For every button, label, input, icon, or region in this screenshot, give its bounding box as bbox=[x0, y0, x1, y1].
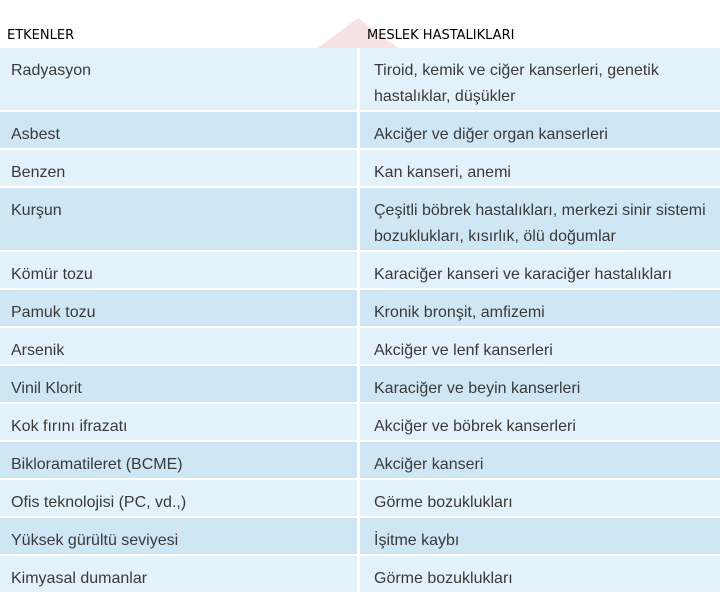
factor-cell: Kok fırını ifrazatı bbox=[0, 404, 357, 442]
table-row bbox=[0, 188, 720, 252]
disease-cell: Kan kanseri, anemi bbox=[357, 150, 720, 188]
disease-cell: Karaciğer kanseri ve karaciğer hastalıkları bbox=[357, 252, 720, 290]
occupational-diseases-table bbox=[0, 48, 720, 594]
factor-cell: Kurşun bbox=[0, 188, 357, 252]
factor-cell: Vinil Klorit bbox=[0, 366, 357, 404]
disease-cell: İşitme kaybı bbox=[357, 518, 720, 556]
column-header-diseases: MESLEK HASTALIKLARI bbox=[367, 28, 515, 43]
table-row bbox=[0, 366, 720, 404]
column-header-factors: ETKENLER bbox=[7, 28, 75, 43]
table-row bbox=[0, 480, 720, 518]
factor-cell: Benzen bbox=[0, 150, 357, 188]
table-row bbox=[0, 404, 720, 442]
disease-cell: Akciğer ve lenf kanserleri bbox=[357, 328, 720, 366]
factor-cell: Ofis teknolojisi (PC, vd.,) bbox=[0, 480, 357, 518]
disease-cell: Akciğer ve böbrek kanserleri bbox=[357, 404, 720, 442]
disease-cell: Görme bozuklukları bbox=[357, 556, 720, 594]
table-row bbox=[0, 556, 720, 594]
table-row bbox=[0, 328, 720, 366]
disease-cell: Tiroid, kemik ve ciğer kanserleri, genetik hastalıklar, düşükler bbox=[357, 48, 720, 112]
table-row bbox=[0, 150, 720, 188]
table-row bbox=[0, 112, 720, 150]
table-header bbox=[0, 26, 720, 48]
disease-cell: Çeşitli böbrek hastalıkları, merkezi sinir sistemi bozuklukları, kısırlık, ölü doğumlar bbox=[357, 188, 720, 252]
table-body bbox=[0, 48, 720, 594]
table-row bbox=[0, 442, 720, 480]
disease-cell: Akciğer ve diğer organ kanserleri bbox=[357, 112, 720, 150]
disease-cell: Akciğer kanseri bbox=[357, 442, 720, 480]
table-row bbox=[0, 48, 720, 112]
factor-cell: Radyasyon bbox=[0, 48, 357, 112]
disease-cell: Karaciğer ve beyin kanserleri bbox=[357, 366, 720, 404]
factor-cell: Arsenik bbox=[0, 328, 357, 366]
factor-cell: Kimyasal dumanlar bbox=[0, 556, 357, 594]
factor-cell: Kömür tozu bbox=[0, 252, 357, 290]
disease-cell: Kronik bronşit, amfizemi bbox=[357, 290, 720, 328]
factor-cell: Yüksek gürültü seviyesi bbox=[0, 518, 357, 556]
disease-cell: Görme bozuklukları bbox=[357, 480, 720, 518]
table-row bbox=[0, 252, 720, 290]
table-row bbox=[0, 290, 720, 328]
factor-cell: Bikloramatileret (BCME) bbox=[0, 442, 357, 480]
factor-cell: Pamuk tozu bbox=[0, 290, 357, 328]
factor-cell: Asbest bbox=[0, 112, 357, 150]
table-row bbox=[0, 518, 720, 556]
